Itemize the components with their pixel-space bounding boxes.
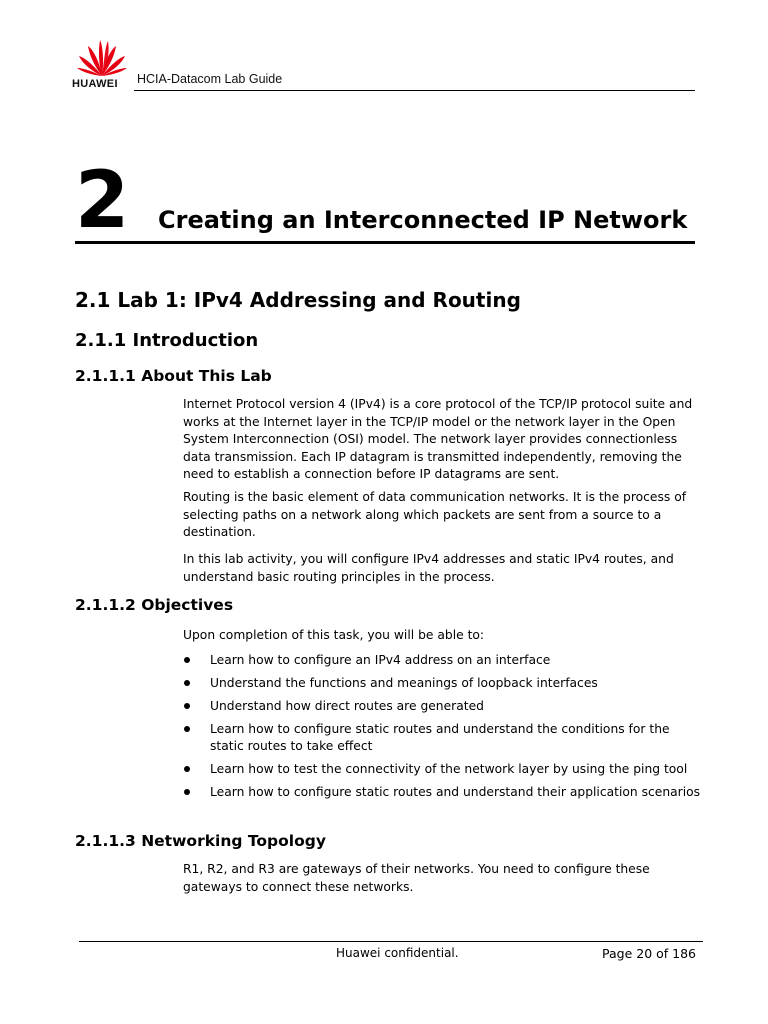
chapter-heading <box>75 158 695 244</box>
about-paragraph: Routing is the basic element of data communication networks. It is the process of selecting paths on a network along which packets are sent from a source to a destination. <box>183 490 687 539</box>
bullet-icon <box>184 657 190 663</box>
section-title: 2.1 Lab 1: IPv4 Addressing and Routing <box>75 288 521 312</box>
objectives-list <box>183 652 703 807</box>
list-item-text: Understand how direct routes are generated <box>210 699 484 713</box>
list-item-text: Understand the functions and meanings of loopback interfaces <box>210 676 598 690</box>
topology-text: R1, R2, and R3 are gateways of their networks. You need to configure these gateways to connect these networks. <box>183 862 650 894</box>
list-item <box>183 721 703 755</box>
topology-heading: 2.1.1.3 Networking Topology <box>75 832 326 850</box>
subsection-title: 2.1.1 Introduction <box>75 330 259 351</box>
footer-confidential: Huawei confidential. <box>336 946 459 960</box>
huawei-petals-icon <box>76 38 128 78</box>
list-item <box>183 784 703 801</box>
list-item-text: Learn how to configure static routes and understand the conditions for the static routes to take effect <box>210 722 670 753</box>
chapter-title: Creating an Interconnected IP Network <box>158 206 688 234</box>
list-item <box>183 698 703 715</box>
bullet-icon <box>184 726 190 732</box>
list-item-text: Learn how to configure static routes and understand their application scenarios <box>210 785 701 799</box>
list-item-text: Learn how to configure an IPv4 address on an interface <box>210 653 551 667</box>
bullet-icon <box>184 680 190 686</box>
footer-divider <box>79 941 703 942</box>
logo-wordmark: HUAWEI <box>72 78 118 90</box>
about-paragraph: Internet Protocol version 4 (IPv4) is a core protocol of the TCP/IP protocol suite and works at the Internet layer in the TCP/IP model or the network layer in the Open System Interconnection (OSI) model. The network layer provides connectionless data transmission. Each IP datagram is transmitted independently, removing the need to establish a connection before IP datagrams are sent. <box>183 397 693 481</box>
objectives-heading: 2.1.1.2 Objectives <box>75 596 234 614</box>
objectives-intro: Upon completion of this task, you will be able to: <box>183 628 485 642</box>
chapter-number: 2 <box>75 156 130 246</box>
about-paragraph: In this lab activity, you will configure IPv4 addresses and static IPv4 routes, and understand basic routing principles in the process. <box>183 552 674 584</box>
bullet-icon <box>184 766 190 772</box>
chapter-divider <box>75 241 695 244</box>
list-item-text: Learn how to test the connectivity of the network layer by using the ping tool <box>210 762 688 776</box>
huawei-logo <box>72 38 132 90</box>
list-item <box>183 761 703 778</box>
bullet-icon <box>184 703 190 709</box>
header-divider <box>134 90 695 91</box>
page-number: Page 20 of 186 <box>602 946 696 961</box>
page-header <box>72 38 695 94</box>
about-lab-heading: 2.1.1.1 About This Lab <box>75 367 272 385</box>
document-title: HCIA-Datacom Lab Guide <box>137 72 283 86</box>
bullet-icon <box>184 789 190 795</box>
list-item <box>183 652 703 669</box>
list-item <box>183 675 703 692</box>
